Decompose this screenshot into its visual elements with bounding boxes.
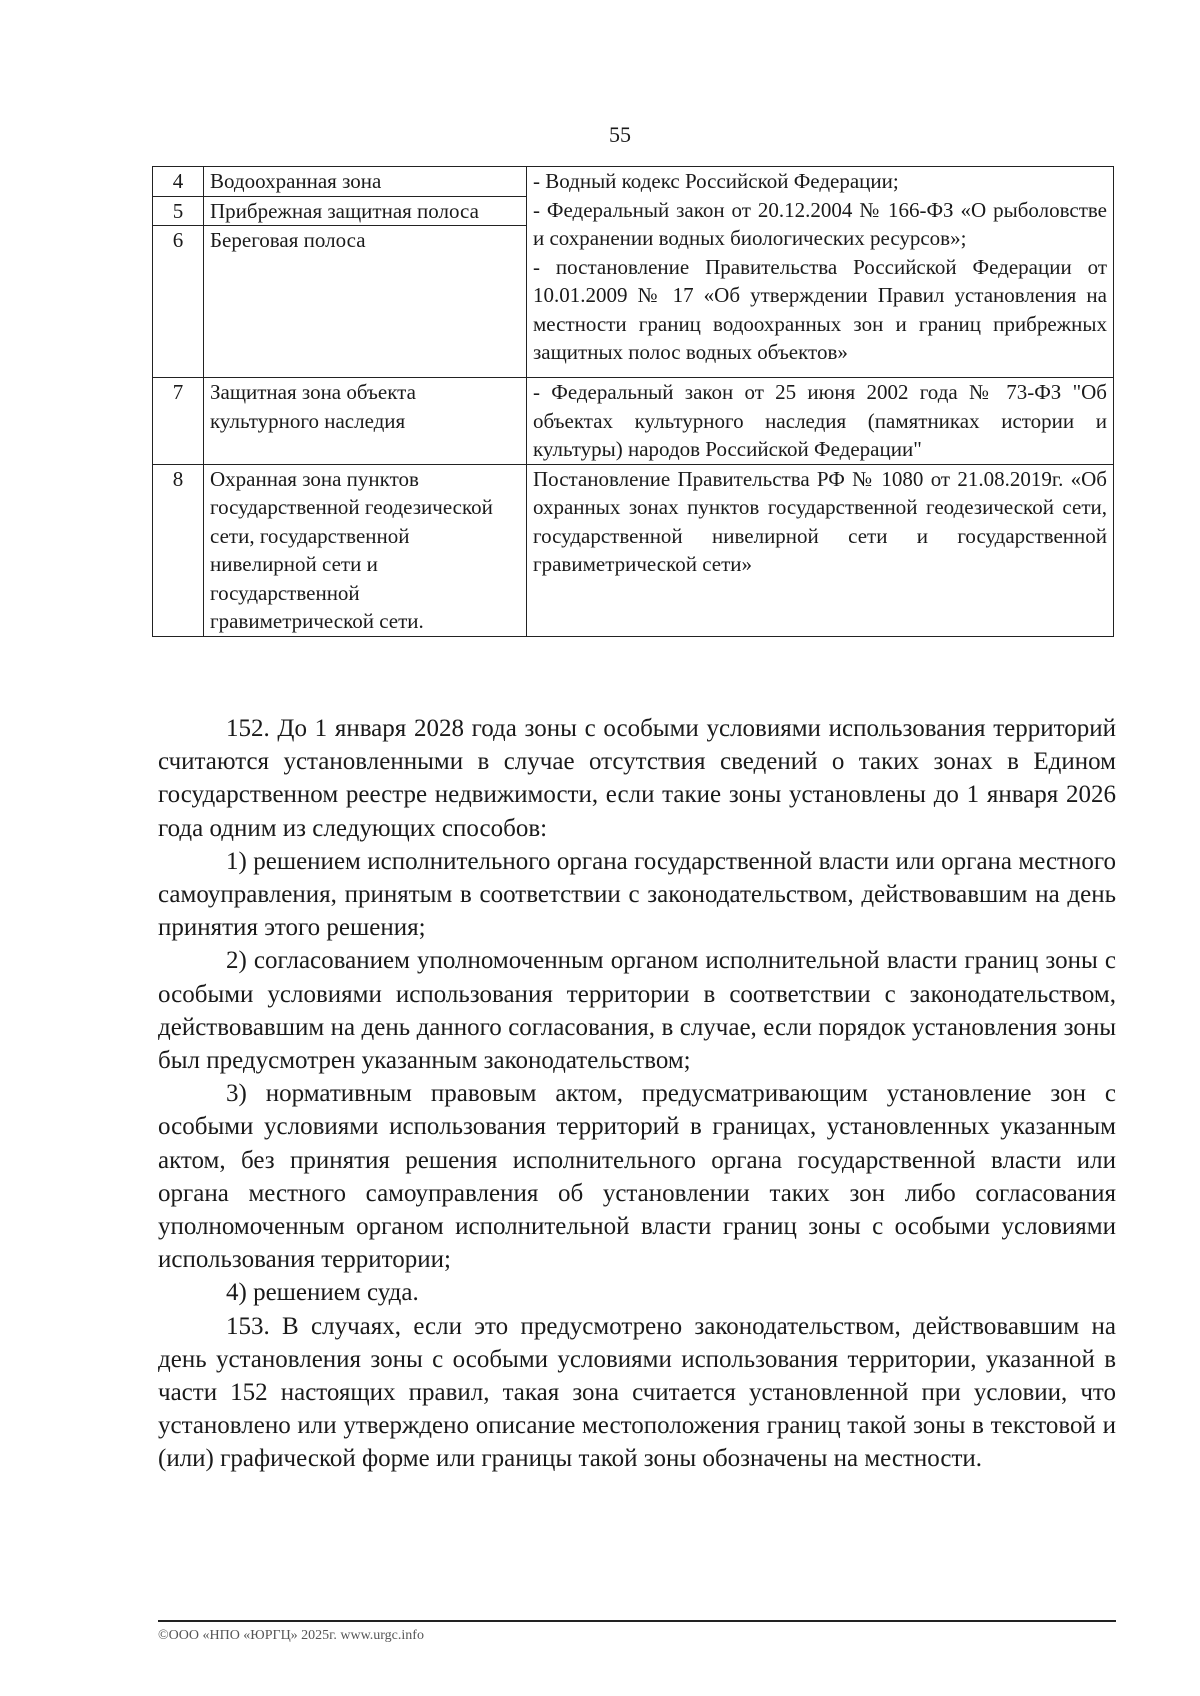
zone-name: Береговая полоса [204, 226, 527, 378]
law-item: - Водный кодекс Российской Федерации; [533, 169, 899, 193]
table-row [153, 378, 1114, 465]
footer-divider [158, 1620, 1116, 1622]
page-number: 55 [609, 122, 631, 147]
table-row [153, 464, 1114, 636]
zone-name: Водоохранная зона [204, 167, 527, 197]
row-number: 7 [153, 378, 204, 465]
row-number: 8 [153, 464, 204, 636]
row-number: 4 [153, 167, 204, 197]
zone-legal-basis [527, 167, 1114, 378]
footer-copyright: ©ООО «НПО «ЮРГЦ» 2025г. www.urgc.info [158, 1628, 424, 1643]
zones-table [152, 166, 1114, 637]
row-number: 5 [153, 196, 204, 226]
list-item: 4) решением суда. [226, 1279, 419, 1307]
list-item: 1) решением исполнительного органа государственной власти или органа местного самоуправления, принятым в соответствии с законодательством, действовавшим на день принятия этого решения; [158, 847, 1116, 942]
zone-name: Прибрежная защитная полоса [204, 196, 527, 226]
list-item: 3) нормативным правовым актом, предусматривающим установление зон с особыми условиями использования территорий в границах, установленных указанным актом, без принятия решения исполнительного органа государственной власти или органа местного самоуправления об установлении таких зон либо согласования уполномоченным органом исполнительной власти границ зоны с особыми условиями использования территории; [158, 1080, 1116, 1274]
paragraph-153: 153. В случаях, если это предусмотрено законодательством, действовавшим на день установления зоны с особыми условиями использования территории, указанной в части 152 настоящих правил, такая зона считается установленной при условии, что установлено или утверждено описание местоположения границ такой зоны в текстовой и (или) графической форме или границы такой зоны обозначены на местности. [158, 1312, 1116, 1473]
row-number: 6 [153, 226, 204, 378]
list-item: 2) согласованием уполномоченным органом исполнительной власти границ зоны с особыми условиями использования территории в соответствии с законодательством, действовавшим на день данного согласования, в случае, если порядок установления зоны был предусмотрен указанным законодательством; [158, 947, 1116, 1075]
zone-legal-basis: - Федеральный закон от 25 июня 2002 года № 73-ФЗ "Об объектах культурного наследия (памятниках истории и культуры) народов Российской Федерации" [527, 378, 1114, 465]
zone-name: Защитная зона объекта культурного наследия [204, 378, 527, 465]
law-item: - постановление Правительства Российской Федерации от 10.01.2009 № 17 «Об утверждении Правил установления на местности границ водоохранных зон и границ прибрежных защитных полос водных объектов» [533, 254, 1107, 364]
zone-legal-basis: Постановление Правительства РФ № 1080 от 21.08.2019г. «Об охранных зонах пунктов государственной геодезической сети, государственной нивелирной сети и государственной гравиметрической сети» [527, 464, 1114, 636]
table-row [153, 167, 1114, 197]
paragraph-152: 152. До 1 января 2028 года зоны с особыми условиями использования территорий считаются установленными в случае отсутствия сведений о таких зонах в Едином государственном реестре недвижимости, если такие зоны установлены до 1 января 2026 года одним из следующих способов: [158, 715, 1116, 842]
zone-name: Охранная зона пунктов государственной геодезической сети, государственной нивелирной сети и государственной гравиметрической сети. [204, 464, 527, 636]
document-body [158, 712, 1116, 1476]
law-item: - Федеральный закон от 20.12.2004 № 166-ФЗ «О рыболовстве и сохранении водных биологических ресурсов»; [533, 197, 1107, 250]
